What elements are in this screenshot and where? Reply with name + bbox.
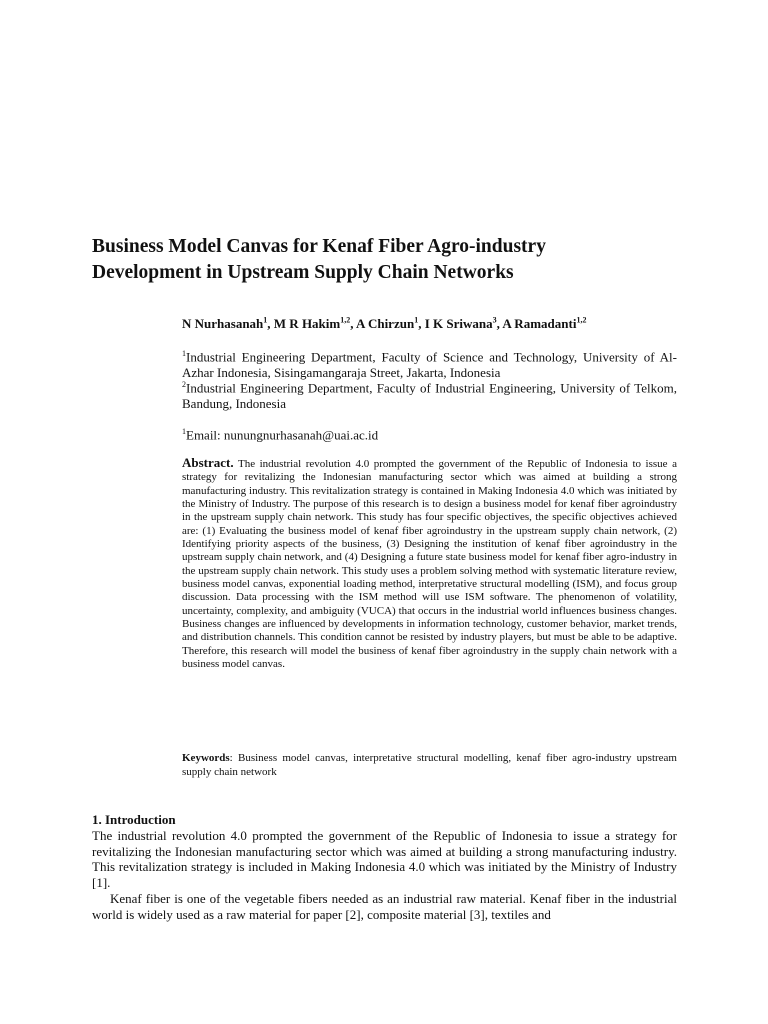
author: A Ramadanti$^{1,2}$ xyxy=(502,316,587,332)
title-line-2: Development in Upstream Supply Chain Networks xyxy=(92,262,514,283)
affiliation-1: $^1$Industrial Engineering Department, Faculty of Science and Technology, University of Al-Azhar Indonesia, Sisingamangaraja Street, Jakarta, Indonesia xyxy=(182,349,677,381)
paper-title xyxy=(92,234,692,286)
keywords xyxy=(182,751,677,779)
author: I K Sriwana$^3$, xyxy=(424,316,503,332)
abstract-text: The industrial revolution 4.0 prompted the government of the Republic of Indonesia to issue a strategy for revitalizing the Indonesian manufacturing sector which was aimed at building a strong manufacturing industry. This revitalization strategy is contained in Making Indonesia 4.0 which was initiated by the Ministry of Industry. The purpose of this research is to design a business model for kenaf fiber agroindustry in the upstream supply chain network. This study has four specific objectives, the specific objectives achieved are: (1) Evaluating the business model of kenaf fiber agroindustry in the upstream supply chain network, (2) Identifying priority aspects of the business, (3) Designing the institution of kenaf fiber agroindustry in the upstream supply chain network, and (4) Designing a future state business model for kenaf fiber agro-industry in the upstream supply chain network. This study uses a problem solving method with systematic literature review, business model canvas, exponential loading method, interpretative structural modelling (ISM), and focus group discussion. Data processing with the ISM method will use ISM software. The phenomenon of volatility, uncertainty, complexity, and ambiguity (VUCA) that occurs in the industrial world influences business changes. Business changes are influenced by developments in information technology, customer behavior, market trends, and distribution channels. This condition cannot be resisted by industry players, but must be able to be adaptive. Therefore, this research will model the business of kenaf fiber agroindustry in the supply chain network with a business model canvas. xyxy=(182,458,677,671)
section-heading-introduction: 1. Introduction xyxy=(92,812,176,827)
title-line-1: Business Model Canvas for Kenaf Fiber Agro-industry xyxy=(92,236,546,257)
author: N Nurhasanah$^1$, xyxy=(182,316,274,332)
keywords-text: : Business model canvas, interpretative structural modelling, kenaf fiber agro-industry upstream supply chain network xyxy=(182,752,677,778)
author: M R Hakim$^{1,2}$, xyxy=(273,316,357,332)
affiliation-2: $^2$Industrial Engineering Department, Faculty of Industrial Engineering, University of Telkom, Bandung, Indonesia xyxy=(182,380,677,412)
author: A Chirzun$^1$, xyxy=(356,316,425,332)
keywords-label: Keywords xyxy=(182,752,230,764)
author-email: $^1$Email: nunungnurhasanah@uai.ac.id xyxy=(182,427,379,443)
introduction-paragraph-1: The industrial revolution 4.0 prompted the government of the Republic of Indonesia to issue a strategy for revitalizing the Indonesian manufacturing sector which was aimed at building a strong manufacturing industry. This revitalization strategy is included in Making Indonesia 4.0 which was initiated by the Ministry of Industry [1]. xyxy=(92,828,677,890)
abstract-label: Abstract. xyxy=(182,455,234,470)
author-list xyxy=(182,316,682,332)
introduction-paragraph-2: Kenaf fiber is one of the vegetable fibers needed as an industrial raw material. Kenaf fiber in the industrial world is widely used as a raw material for paper [2], composite material [3], textiles and xyxy=(92,891,677,922)
abstract xyxy=(182,456,677,672)
